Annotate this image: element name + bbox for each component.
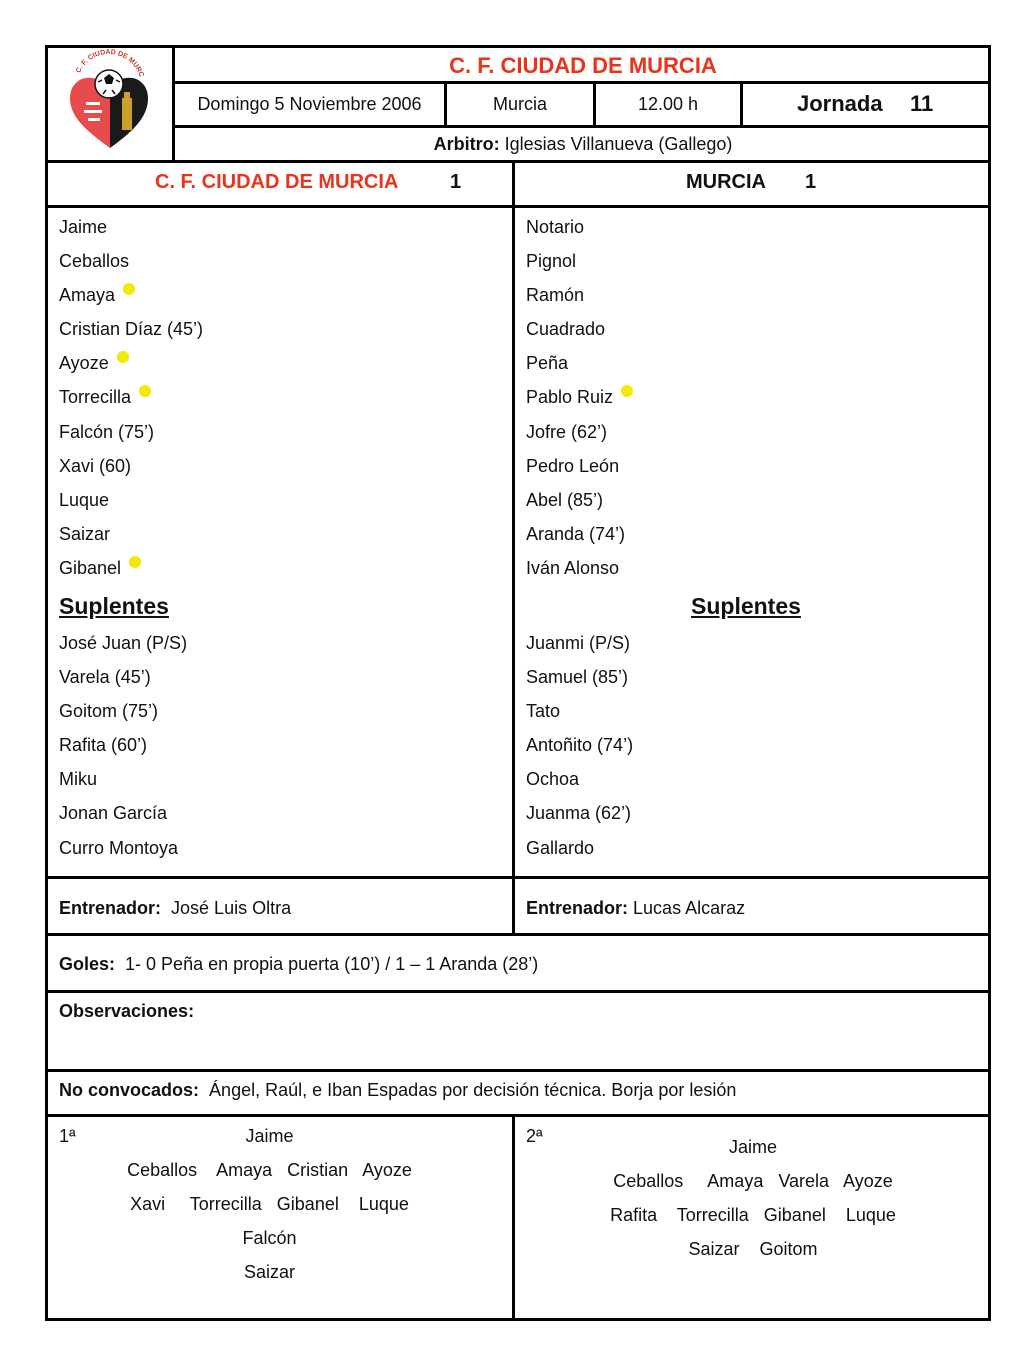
player-row — [526, 278, 633, 312]
home-coach-name: José Luis Oltra — [171, 898, 292, 918]
player-name: Miku — [59, 769, 98, 790]
player-row — [59, 728, 187, 762]
away-coach-line — [526, 896, 745, 920]
player-name: Amaya — [59, 285, 116, 306]
yellow-card-icon — [621, 385, 633, 397]
jornada-label: Jornada — [797, 91, 883, 116]
player-name: Aranda (74’) — [526, 523, 626, 544]
match-date: Domingo 5 Noviembre 2006 — [197, 94, 422, 114]
player-row — [526, 660, 633, 694]
away-team-name: MURCIA — [686, 171, 766, 193]
player-name: Gibanel — [59, 557, 122, 578]
player-name: Cristian Díaz (45’) — [59, 319, 204, 340]
player-name: Torrecilla — [59, 387, 132, 408]
formation-row: Saizar — [243, 1262, 296, 1282]
formation-1-label: 1ª — [59, 1126, 76, 1146]
player-name: Cuadrado — [526, 319, 606, 340]
formation-row: Ceballos Amaya Cristian Ayoze — [127, 1160, 412, 1180]
formation-2-label: 2ª — [526, 1126, 543, 1146]
formation-2 — [515, 1130, 991, 1266]
home-score: 1 — [450, 171, 462, 193]
player-name: Xavi (60) — [59, 455, 132, 476]
player-row — [59, 762, 187, 796]
player-name: Tato — [526, 701, 561, 722]
home-team-name: C. F. CIUDAD DE MURCIA — [155, 171, 399, 193]
player-row — [59, 449, 203, 483]
player-name: Goitom (75’) — [59, 701, 159, 722]
away-coach-label: Entrenador: — [526, 898, 629, 918]
formation-row: Jaime — [245, 1126, 294, 1146]
player-name: Iván Alonso — [526, 557, 620, 578]
player-row — [59, 278, 203, 312]
player-name: Juanma (62’) — [526, 803, 632, 824]
club-crest-icon — [48, 48, 172, 160]
player-name: Peña — [526, 353, 569, 374]
referee-line — [175, 132, 991, 156]
formation-row: Xavi Torrecilla Gibanel Luque — [130, 1194, 409, 1214]
player-name: Luque — [59, 489, 110, 510]
player-name: Pedro León — [526, 455, 620, 476]
player-name: Falcón (75’) — [59, 421, 155, 442]
home-subs-heading: Suplentes — [59, 593, 169, 619]
referee-name: Iglesias Villanueva (Gallego) — [504, 134, 733, 154]
away-starters-list — [526, 210, 633, 585]
player-row — [59, 210, 203, 244]
goals-text: 1- 0 Peña en propia puerta (10’) / 1 – 1 Aranda (28’) — [125, 954, 539, 974]
yellow-card-icon — [123, 283, 135, 295]
player-row — [526, 796, 633, 830]
player-row — [526, 694, 633, 728]
home-starters-list — [59, 210, 203, 585]
player-row — [526, 449, 633, 483]
player-name: Rafita (60’) — [59, 735, 148, 756]
yellow-card-icon — [117, 351, 129, 363]
player-name: José Juan (P/S) — [59, 633, 188, 653]
referee-label: Arbitro: — [433, 134, 500, 154]
player-row — [59, 380, 203, 414]
player-row — [59, 796, 187, 830]
yellow-card-icon — [139, 385, 151, 397]
formation-row: Jaime — [728, 1137, 777, 1157]
player-row — [526, 551, 633, 585]
away-subs-list — [526, 626, 633, 865]
formation-row: Falcón — [242, 1228, 297, 1248]
not-called-line — [59, 1078, 736, 1102]
player-row — [526, 517, 633, 551]
jornada-number: 11 — [910, 91, 934, 116]
player-row — [526, 728, 633, 762]
away-score: 1 — [805, 171, 817, 193]
player-name: Varela (45’) — [59, 667, 151, 688]
player-row — [59, 626, 187, 660]
logo-arc-text: C. F. CIUDAD DE MURC — [75, 48, 145, 79]
player-name: Curro Montoya — [59, 837, 179, 858]
player-name: Abel (85’) — [526, 489, 604, 510]
player-row — [59, 551, 203, 585]
player-name: Notario — [526, 217, 585, 237]
home-coach-label: Entrenador: — [59, 898, 162, 918]
player-row — [59, 244, 203, 278]
player-name: Saizar — [59, 523, 111, 544]
player-row — [59, 346, 203, 380]
player-row — [526, 244, 633, 278]
player-name: Jofre (62’) — [526, 421, 608, 442]
goals-line — [59, 952, 538, 976]
away-coach-name: Lucas Alcaraz — [633, 898, 746, 918]
home-subs-list — [59, 626, 187, 865]
formation-row: Saizar Goitom — [688, 1239, 818, 1259]
formation-row: Rafita Torrecilla Gibanel Luque — [610, 1205, 896, 1225]
formation-1 — [51, 1119, 488, 1289]
observations-label: Observaciones: — [59, 1001, 195, 1021]
player-name: Ochoa — [526, 769, 580, 790]
player-name: Juanmi (P/S) — [526, 633, 631, 653]
match-time: 12.00 h — [637, 94, 699, 114]
not-called-text: Ángel, Raúl, e Iban Espadas por decisión técnica. Borja por lesión — [209, 1080, 737, 1100]
player-row — [526, 483, 633, 517]
player-row — [526, 762, 633, 796]
player-name: Samuel (85’) — [526, 667, 629, 688]
player-name: Antoñito (74’) — [526, 735, 634, 756]
not-called-label: No convocados: — [59, 1080, 200, 1100]
match-sheet — [45, 45, 991, 1321]
player-name: Gallardo — [526, 837, 595, 858]
player-name: Ayoze — [59, 353, 109, 374]
formation-row: Ceballos Amaya Varela Ayoze — [613, 1171, 893, 1191]
match-city: Murcia — [492, 94, 547, 114]
player-row — [59, 517, 203, 551]
player-row — [526, 415, 633, 449]
goals-label: Goles: — [59, 954, 116, 974]
club-logo — [48, 48, 172, 160]
player-row — [526, 346, 633, 380]
player-name: Ramón — [526, 285, 585, 306]
player-row — [526, 312, 633, 346]
player-row — [59, 415, 203, 449]
yellow-card-icon — [129, 556, 141, 568]
player-row — [526, 380, 633, 414]
player-row — [59, 660, 187, 694]
player-name: Ceballos — [59, 251, 130, 272]
player-row — [59, 694, 187, 728]
player-row — [526, 831, 633, 865]
player-name: Jaime — [59, 217, 108, 237]
player-row — [526, 626, 633, 660]
player-row — [59, 831, 187, 865]
player-row — [59, 312, 203, 346]
home-coach-line — [59, 896, 291, 920]
player-row — [526, 210, 633, 244]
player-name: Pablo Ruiz — [526, 387, 614, 408]
player-name: Pignol — [526, 251, 577, 272]
svg-text:C. F. CIUDAD DE MURCIA — [48, 48, 145, 78]
player-row — [59, 483, 203, 517]
away-subs-heading: Suplentes — [691, 593, 801, 619]
player-name: Jonan García — [59, 803, 168, 824]
club-title: C. F. CIUDAD DE MURCIA — [449, 53, 717, 78]
